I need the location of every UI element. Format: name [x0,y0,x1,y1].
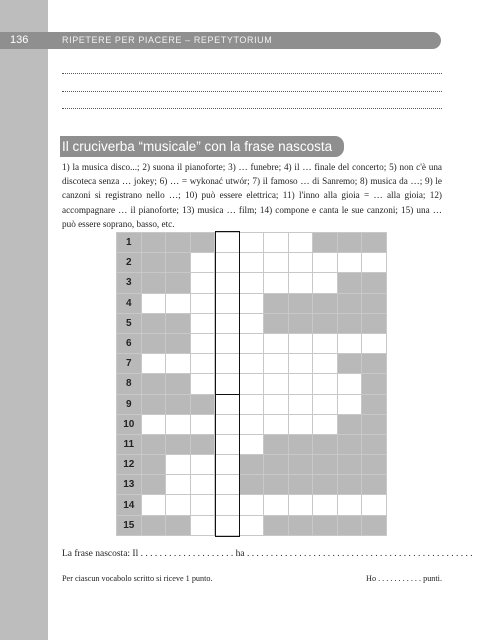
crossword-cell[interactable] [191,415,216,435]
crossword-cell[interactable] [289,495,314,515]
crossword-block [313,455,338,475]
crossword-cell[interactable] [215,495,240,515]
crossword-cell[interactable] [240,354,265,374]
row-number: 6 [117,334,142,354]
crossword-block [264,314,289,334]
crossword-block [289,475,314,495]
crossword-cell[interactable] [166,354,191,374]
crossword-block [338,516,363,536]
crossword-block [362,294,387,314]
row-number: 5 [117,314,142,334]
crossword-block [166,516,191,536]
crossword-cell[interactable] [240,435,265,455]
crossword-block [166,273,191,293]
row-number: 12 [117,455,142,475]
section-title: Il cruciverba “musicale” con la frase nascosta [60,136,344,157]
score-field[interactable]: Ho . . . . . . . . . . . punti. [366,574,442,583]
crossword-cell[interactable] [215,455,240,475]
crossword-cell[interactable] [191,455,216,475]
crossword-cell[interactable] [313,374,338,394]
crossword-block [289,314,314,334]
crossword-cell[interactable] [191,495,216,515]
crossword-block [240,455,265,475]
crossword-cell[interactable] [166,475,191,495]
crossword-block [338,273,363,293]
crossword-cell[interactable] [313,273,338,293]
row-number: 15 [117,516,142,536]
crossword-cell[interactable] [264,354,289,374]
answer-line-1[interactable] [62,73,442,74]
row-number: 14 [117,495,142,515]
crossword-block [338,475,363,495]
crossword-block [362,314,387,334]
row-number: 11 [117,435,142,455]
row-number: 2 [117,253,142,273]
crossword-block [362,395,387,415]
crossword-block [338,415,363,435]
crossword-block [166,253,191,273]
crossword-block [362,475,387,495]
crossword-block [191,435,216,455]
scoring-note: Per ciascun vocabolo scritto si riceve 1 punto. [62,574,213,583]
crossword-cell[interactable] [215,253,240,273]
crossword-cell[interactable] [240,374,265,394]
crossword-block [362,415,387,435]
crossword-cell[interactable] [191,334,216,354]
crossword-block [313,516,338,536]
crossword-cell[interactable] [264,273,289,293]
crossword-cell[interactable] [240,495,265,515]
crossword-cell[interactable] [240,253,265,273]
crossword-cell[interactable] [289,374,314,394]
crossword-cell[interactable] [264,395,289,415]
crossword-block [313,314,338,334]
crossword-block [142,395,167,415]
crossword-cell[interactable] [215,314,240,334]
crossword-cell[interactable] [313,395,338,415]
crossword-block [166,314,191,334]
crossword-cell[interactable] [215,516,240,536]
crossword-cell[interactable] [191,253,216,273]
crossword-block [362,354,387,374]
crossword-cell[interactable] [362,253,387,273]
crossword-block [142,435,167,455]
crossword-block [142,314,167,334]
crossword-cell[interactable] [362,495,387,515]
crossword-block [362,273,387,293]
crossword-block [264,455,289,475]
page-margin-strip [0,0,48,640]
crossword-block [338,455,363,475]
crossword-cell[interactable] [338,495,363,515]
crossword-block [166,435,191,455]
crossword-cell[interactable] [166,415,191,435]
crossword-cell[interactable] [362,334,387,354]
clues-text: 1) la musica disco...; 2) suona il pianoforte; 3) … funebre; 4) il … finale del concerto; 5) non c'è una discoteca senza … jokey; 6) … = wykonać utwór; 7) il famoso … di Sanremo; 8) musica da …; 9) le canzoni si registrano nello …; 10) può essere elettrica; 11) l'inno alla gioia = … alla gioia; 12) accompagnare … il pianoforte; 13) musica … film; 14) compone e canta le sue canzoni; 15) una … può essere soprano, basso, etc. [62,162,442,229]
crossword-block [142,233,167,253]
crossword-cell[interactable] [264,233,289,253]
crossword-block [289,435,314,455]
crossword-block [313,435,338,455]
crossword-block [264,294,289,314]
crossword-cell[interactable] [166,455,191,475]
crossword-block [338,435,363,455]
crossword-cell[interactable] [191,354,216,374]
crossword-cell[interactable] [338,253,363,273]
crossword-block [142,253,167,273]
crossword-block [338,233,363,253]
crossword-cell[interactable] [191,374,216,394]
crossword-block [313,294,338,314]
crossword-cell[interactable] [313,334,338,354]
crossword-cell[interactable] [240,334,265,354]
crossword-block [362,435,387,455]
crossword-cell[interactable] [338,334,363,354]
crossword-cell[interactable] [289,354,314,374]
crossword-cell[interactable] [240,516,265,536]
crossword-cell[interactable] [240,273,265,293]
crossword-cell[interactable] [289,273,314,293]
crossword-cell[interactable] [215,475,240,495]
crossword-cell[interactable] [215,415,240,435]
row-number: 4 [117,294,142,314]
crossword-block [289,294,314,314]
crossword-cell[interactable] [289,415,314,435]
crossword-grid [116,232,387,536]
crossword-block [264,475,289,495]
crossword-block [362,516,387,536]
crossword-block [338,294,363,314]
answer-line-2[interactable] [62,91,442,92]
crossword-cell[interactable] [142,294,167,314]
crossword-cell[interactable] [166,294,191,314]
crossword-cell[interactable] [313,354,338,374]
crossword-cell[interactable] [289,395,314,415]
crossword-cell[interactable] [215,233,240,253]
crossword-cell[interactable] [313,495,338,515]
crossword-cell[interactable] [240,395,265,415]
crossword-cell[interactable] [191,475,216,495]
crossword-cell[interactable] [191,314,216,334]
crossword-block [313,475,338,495]
crossword-cell[interactable] [264,253,289,273]
row-number: 3 [117,273,142,293]
crossword-cell[interactable] [338,374,363,394]
crossword-cell[interactable] [142,354,167,374]
header-title: RIPETERE PER PIACERE – REPETYTORIUM [62,35,273,45]
row-number: 9 [117,395,142,415]
crossword-block [166,374,191,394]
crossword-block [166,334,191,354]
crossword-block [264,435,289,455]
crossword-block [142,374,167,394]
crossword-block [166,233,191,253]
crossword-cell[interactable] [215,334,240,354]
crossword-block [289,516,314,536]
crossword-cell[interactable] [191,294,216,314]
crossword-block [240,475,265,495]
crossword-block [289,455,314,475]
crossword-block [142,455,167,475]
crossword-cell[interactable] [142,415,167,435]
crossword-block [264,516,289,536]
crossword-cell[interactable] [191,516,216,536]
crossword-cell[interactable] [215,374,240,394]
crossword-cell[interactable] [264,334,289,354]
crossword-block [191,395,216,415]
row-number: 8 [117,374,142,394]
crossword-cell[interactable] [289,253,314,273]
crossword-block [142,273,167,293]
crossword-cell[interactable] [215,294,240,314]
crossword-block [338,354,363,374]
crossword-cell[interactable] [240,294,265,314]
crossword-block [362,233,387,253]
crossword-cell[interactable] [289,233,314,253]
crossword-cell[interactable] [215,395,240,415]
crossword-cell[interactable] [313,253,338,273]
crossword-cell[interactable] [240,314,265,334]
row-number: 1 [117,233,142,253]
crossword-cell[interactable] [240,415,265,435]
crossword-cell[interactable] [338,395,363,415]
crossword-cell[interactable] [215,354,240,374]
crossword-cell[interactable] [191,273,216,293]
crossword-block [338,314,363,334]
row-number: 10 [117,415,142,435]
crossword-cell[interactable] [240,233,265,253]
hidden-phrase-line[interactable]: La frase nascosta: Il . . . . . . . . . . . . . . . . . . . . ha . . . . . . . . . . . . . . . . . . . . . . . . . . . . . . . . . . . . . . . . . . . . . . . . [62,549,473,559]
crossword-cell[interactable] [166,495,191,515]
crossword-cell[interactable] [264,495,289,515]
crossword-cell[interactable] [289,334,314,354]
row-number: 13 [117,475,142,495]
crossword-block [142,475,167,495]
crossword-block [142,334,167,354]
row-number: 7 [117,354,142,374]
crossword-cell[interactable] [264,415,289,435]
crossword-cell[interactable] [313,415,338,435]
page-number: 136 [10,34,29,46]
crossword-cell[interactable] [215,435,240,455]
crossword-cell[interactable] [215,273,240,293]
crossword-block [142,516,167,536]
crossword-block [166,395,191,415]
crossword-block [313,233,338,253]
crossword-block [191,233,216,253]
crossword-block [362,455,387,475]
crossword-cell[interactable] [264,374,289,394]
crossword-block [362,374,387,394]
crossword-cell[interactable] [142,495,167,515]
answer-line-3[interactable] [62,108,442,109]
